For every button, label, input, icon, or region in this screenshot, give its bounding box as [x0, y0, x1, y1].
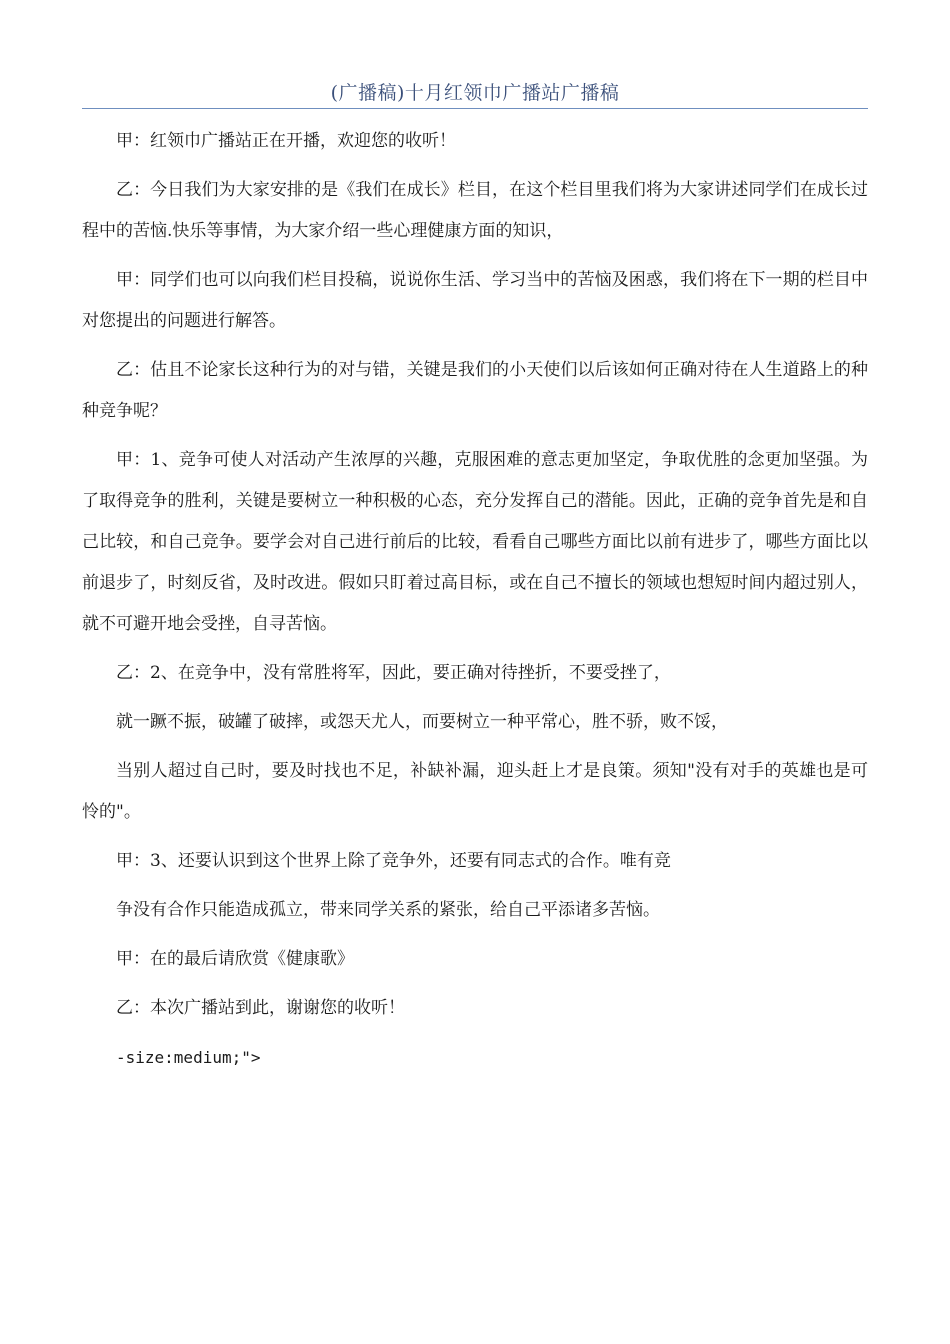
paragraph-1: 甲：红领巾广播站正在开播，欢迎您的收听！ — [116, 131, 456, 151]
title-underline-divider — [82, 108, 868, 109]
paragraph-10: 争没有合作只能造成孤立，带来同学关系的紧张，给自己平添诸多苦恼。 — [116, 900, 660, 920]
paragraph-7: 就一蹶不振，破罐了破摔，或怨天尤人，而要树立一种平常心，胜不骄，败不馁， — [116, 712, 728, 732]
paragraph-12: 乙：本次广播站到此，谢谢您的收听！ — [116, 998, 405, 1018]
paragraph-8: 当别人超过自己时，要及时找也不足，补缺补漏，迎头赶上才是良策。须知"没有对手的英雄也是可怜的"。 — [82, 761, 868, 822]
paragraph-4: 乙：估且不论家长这种行为的对与错，关键是我们的小天使们以后该如何正确对待在人生道路上的种种竞争呢？ — [82, 360, 868, 421]
paragraph-9: 甲：3、还要认识到这个世界上除了竞争外，还要有同志式的合作。唯有竞 — [116, 851, 671, 871]
paragraph-11: 甲：在的最后请欣赏《健康歌》 — [116, 949, 354, 969]
paragraph-2: 乙：今日我们为大家安排的是《我们在成长》栏目，在这个栏目里我们将为大家讲述同学们在成长过程中的苦恼.快乐等事情，为大家介绍一些心理健康方面的知识， — [82, 180, 868, 241]
document-body — [82, 121, 868, 1086]
paragraph-6: 乙：2、在竞争中，没有常胜将军，因此，要正确对待挫折，不要受挫了， — [116, 663, 671, 683]
document-title: (广播稿)十月红领巾广播站广播稿 — [330, 82, 620, 104]
paragraph-5: 甲：1、竞争可使人对活动产生浓厚的兴趣，克服困难的意志更加坚定，争取优胜的念更加坚强。为了取得竞争的胜利，关键是要树立一种积极的心态，充分发挥自己的潜能。因此，正确的竞争首先是和自己比较，和自己竞争。要学会对自己进行前后的比较，看看自己哪些方面比以前有进步了，哪些方面比以前退步了，时刻反省，及时改进。假如只盯着过高目标，或在自己不擅长的领域也想短时间内超过别人，就不可避开地会受挫，自寻苦恼。 — [82, 450, 868, 634]
paragraph-13-stray-markup: -size:medium;"> — [116, 1048, 261, 1067]
paragraph-3: 甲：同学们也可以向我们栏目投稿，说说你生活、学习当中的苦恼及困惑，我们将在下一期的栏目中对您提出的问题进行解答。 — [82, 270, 868, 331]
